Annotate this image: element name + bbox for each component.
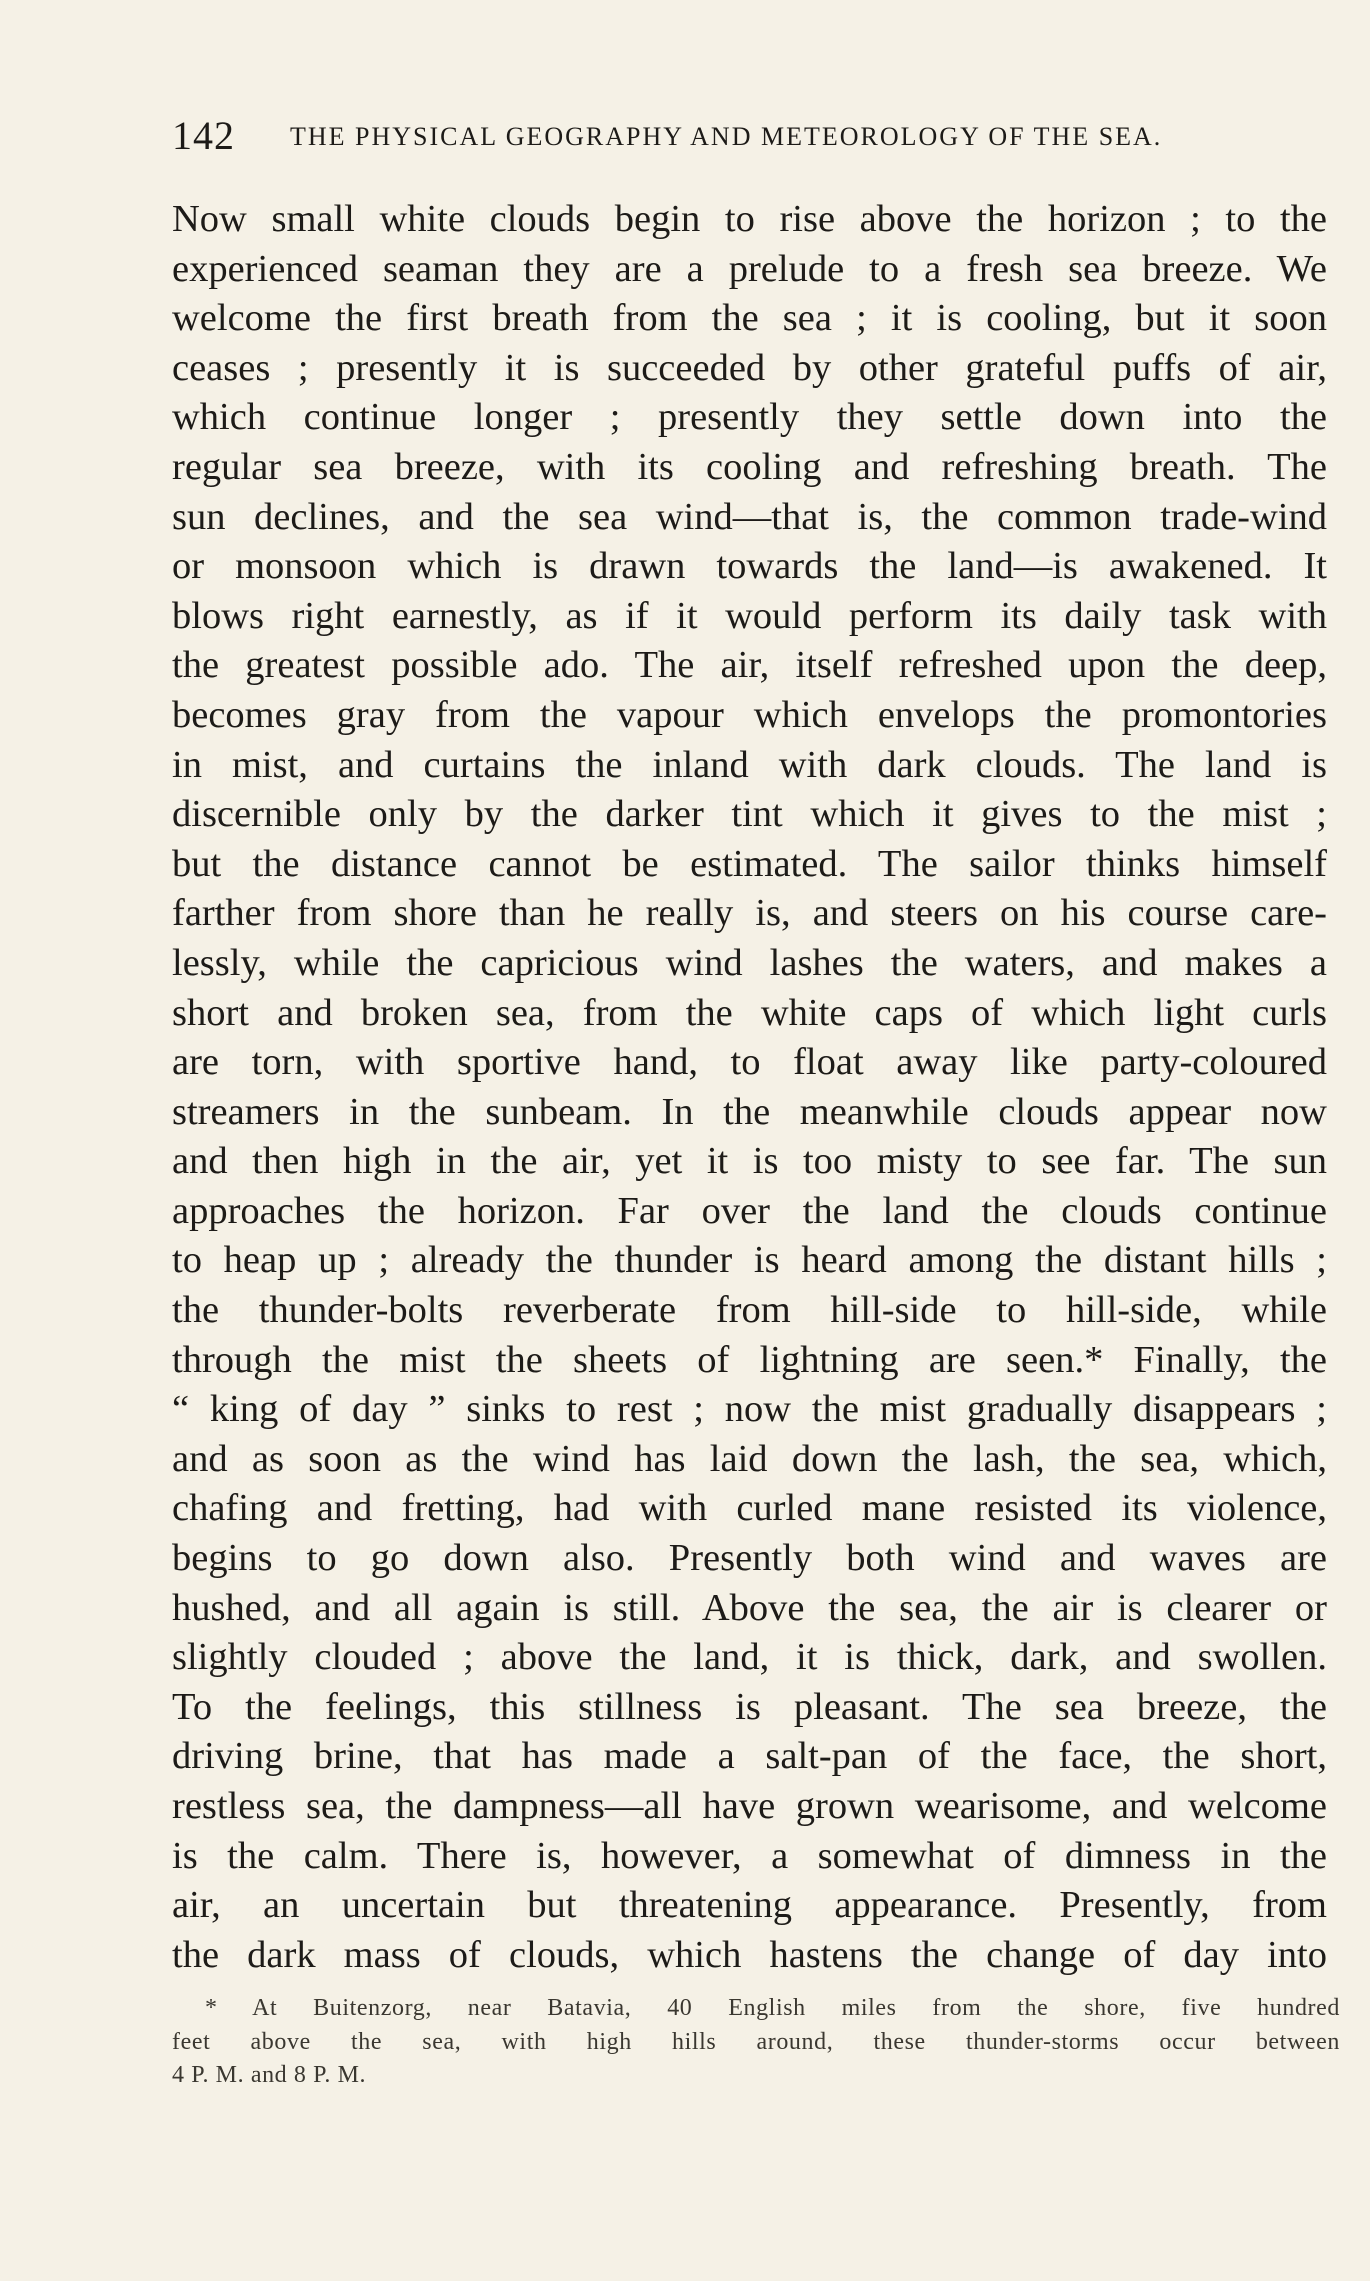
body-line: lessly, while the capricious wind lashes the waters, and makes a — [172, 941, 1327, 984]
body-line: the thunder-bolts reverberate from hill-side to hill-side, while — [172, 1289, 1327, 1332]
body-line: farther from shore than he really is, and steers on his course care- — [172, 892, 1327, 935]
footnote-line: feet above the sea, with high hills around, these thunder-storms occur between — [172, 2028, 1340, 2055]
body-line: approaches the horizon. Far over the land the clouds continue — [172, 1189, 1327, 1232]
body-line: in mist, and curtains the inland with dark clouds. The land is — [172, 743, 1327, 786]
body-line: the dark mass of clouds, which hastens the change of day into — [172, 1933, 1327, 1976]
body-line: Now small white clouds begin to rise above the horizon ; to the — [172, 198, 1327, 240]
footnote-line: 4 P. M. and 8 P. M. — [172, 2062, 367, 2088]
body-line: To the feelings, this stillness is pleasant. The sea breeze, the — [172, 1685, 1327, 1728]
body-line: but the distance cannot be estimated. The sailor thinks himself — [172, 842, 1327, 885]
body-line: which continue longer ; presently they settle down into the — [172, 396, 1327, 439]
body-line: discernible only by the darker tint which it gives to the mist ; — [172, 793, 1327, 836]
page-number: 142 — [172, 113, 235, 158]
body-line: and then high in the air, yet it is too misty to see far. The sun — [172, 1140, 1327, 1183]
body-line: slightly clouded ; above the land, it is thick, dark, and swollen. — [172, 1636, 1327, 1679]
body-line: sun declines, and the sea wind—that is, the common trade-wind — [172, 495, 1327, 538]
body-line: regular sea breeze, with its cooling and refreshing breath. The — [172, 445, 1327, 488]
body-line: welcome the first breath from the sea ; it is cooling, but it soon — [172, 297, 1327, 340]
body-line: ceases ; presently it is succeeded by other grateful puffs of air, — [172, 346, 1327, 389]
body-line: experienced seaman they are a prelude to a fresh sea breeze. We — [172, 247, 1327, 290]
body-line: the greatest possible ado. The air, itself refreshed upon the deep, — [172, 644, 1327, 687]
body-line: is the calm. There is, however, a somewhat of dimness in the — [172, 1834, 1327, 1877]
body-line: chafing and fretting, had with curled mane resisted its violence, — [172, 1487, 1327, 1530]
body-line: are torn, with sportive hand, to float away like party-coloured — [172, 1041, 1327, 1084]
body-line: through the mist the sheets of lightning are seen.* Finally, the — [172, 1338, 1327, 1381]
body-line: air, an uncertain but threatening appearance. Presently, from — [172, 1884, 1327, 1927]
body-line: restless sea, the dampness—all have grown wearisome, and welcome — [172, 1785, 1327, 1827]
body-line: blows right earnestly, as if it would perform its daily task with — [172, 594, 1327, 637]
body-line: or monsoon which is drawn towards the land—is awakened. It — [172, 545, 1327, 588]
body-line: to heap up ; already the thunder is heard among the distant hills ; — [172, 1239, 1327, 1282]
body-line: short and broken sea, from the white caps of which light curls — [172, 991, 1327, 1034]
footnote-line: * At Buitenzorg, near Batavia, 40 English miles from the shore, five hundred — [205, 1995, 1340, 2021]
body-text — [172, 195, 1327, 1980]
body-line: and as soon as the wind has laid down the lash, the sea, which, — [172, 1437, 1327, 1480]
body-line: streamers in the sunbeam. In the meanwhile clouds appear now — [172, 1090, 1327, 1133]
body-line: “ king of day ” sinks to rest ; now the mist gradually disappears ; — [172, 1388, 1327, 1431]
footnote — [172, 1992, 1340, 2093]
running-head: THE PHYSICAL GEOGRAPHY AND METEOROLOGY OF THE SEA. — [290, 122, 1163, 151]
body-line: becomes gray from the vapour which envelops the promontories — [172, 693, 1327, 736]
body-line: begins to go down also. Presently both wind and waves are — [172, 1537, 1327, 1580]
page-header — [172, 112, 1272, 162]
body-line: hushed, and all again is still. Above the sea, the air is clearer or — [172, 1586, 1327, 1629]
body-line: driving brine, that has made a salt-pan of the face, the short, — [172, 1735, 1327, 1778]
